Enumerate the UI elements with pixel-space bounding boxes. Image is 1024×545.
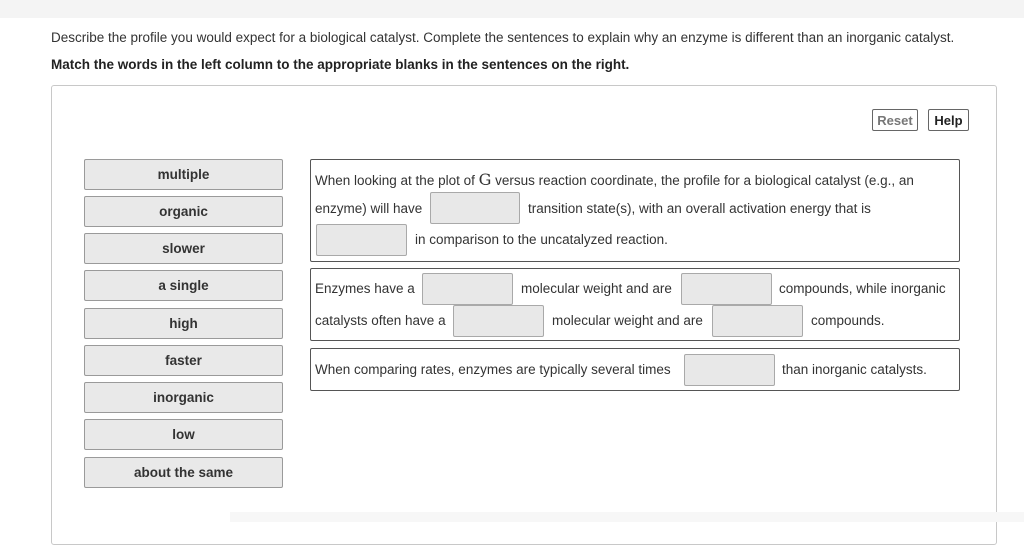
instruction-text: Match the words in the left column to the appropriate blanks in the sentences on the right. (51, 57, 630, 72)
sentence-2-text-e: molecular weight and are (552, 313, 703, 328)
word-chip-faster[interactable]: faster (84, 345, 283, 376)
help-button[interactable]: Help (928, 109, 969, 131)
sentence-box-2 (310, 268, 960, 341)
blank-inorganic-compound-type[interactable] (712, 305, 803, 337)
blank-activation-energy[interactable] (316, 224, 407, 256)
question-text: Describe the profile you would expect for a biological catalyst. Complete the sentences to explain why an enzyme is different than an inorganic catalyst. (51, 30, 955, 45)
sentence-2-text-b: molecular weight and are (521, 281, 672, 296)
word-chip-about-the-same[interactable]: about the same (84, 457, 283, 488)
word-chip-high[interactable]: high (84, 308, 283, 339)
word-chip-slower[interactable]: slower (84, 233, 283, 264)
sentence-1-text-c: enzyme) will have (315, 201, 423, 216)
blank-enzyme-weight[interactable] (422, 273, 513, 305)
word-chip-low[interactable]: low (84, 419, 283, 450)
blank-inorganic-weight[interactable] (453, 305, 544, 337)
sentence-2-text-d: catalysts often have a (315, 313, 446, 328)
blank-transition-states[interactable] (430, 192, 520, 224)
sentence-1-text-e: in comparison to the uncatalyzed reaction. (415, 232, 668, 247)
sentence-1-text-d: transition state(s), with an overall activation energy that is (528, 201, 871, 216)
top-band (0, 0, 1024, 18)
gibbs-symbol: G (478, 170, 492, 189)
bottom-fade (230, 512, 1024, 522)
sentence-3-text-b: than inorganic catalysts. (782, 362, 927, 377)
sentence-1-line-1: When looking at the plot of G versus reaction coordinate, the profile for a biological catalyst (e.g., an (315, 170, 914, 189)
word-chip-inorganic[interactable]: inorganic (84, 382, 283, 413)
reset-button[interactable]: Reset (872, 109, 918, 131)
sentence-3-text-a: When comparing rates, enzymes are typically several times (315, 362, 671, 377)
word-chip-a-single[interactable]: a single (84, 270, 283, 301)
blank-rate-comparison[interactable] (684, 354, 775, 386)
sentence-2-text-f: compounds. (811, 313, 885, 328)
word-chip-organic[interactable]: organic (84, 196, 283, 227)
sentence-2-text-c: compounds, while inorganic (779, 281, 946, 296)
sentence-2-text-a: Enzymes have a (315, 281, 415, 296)
blank-enzyme-compound-type[interactable] (681, 273, 772, 305)
word-chip-multiple[interactable]: multiple (84, 159, 283, 190)
